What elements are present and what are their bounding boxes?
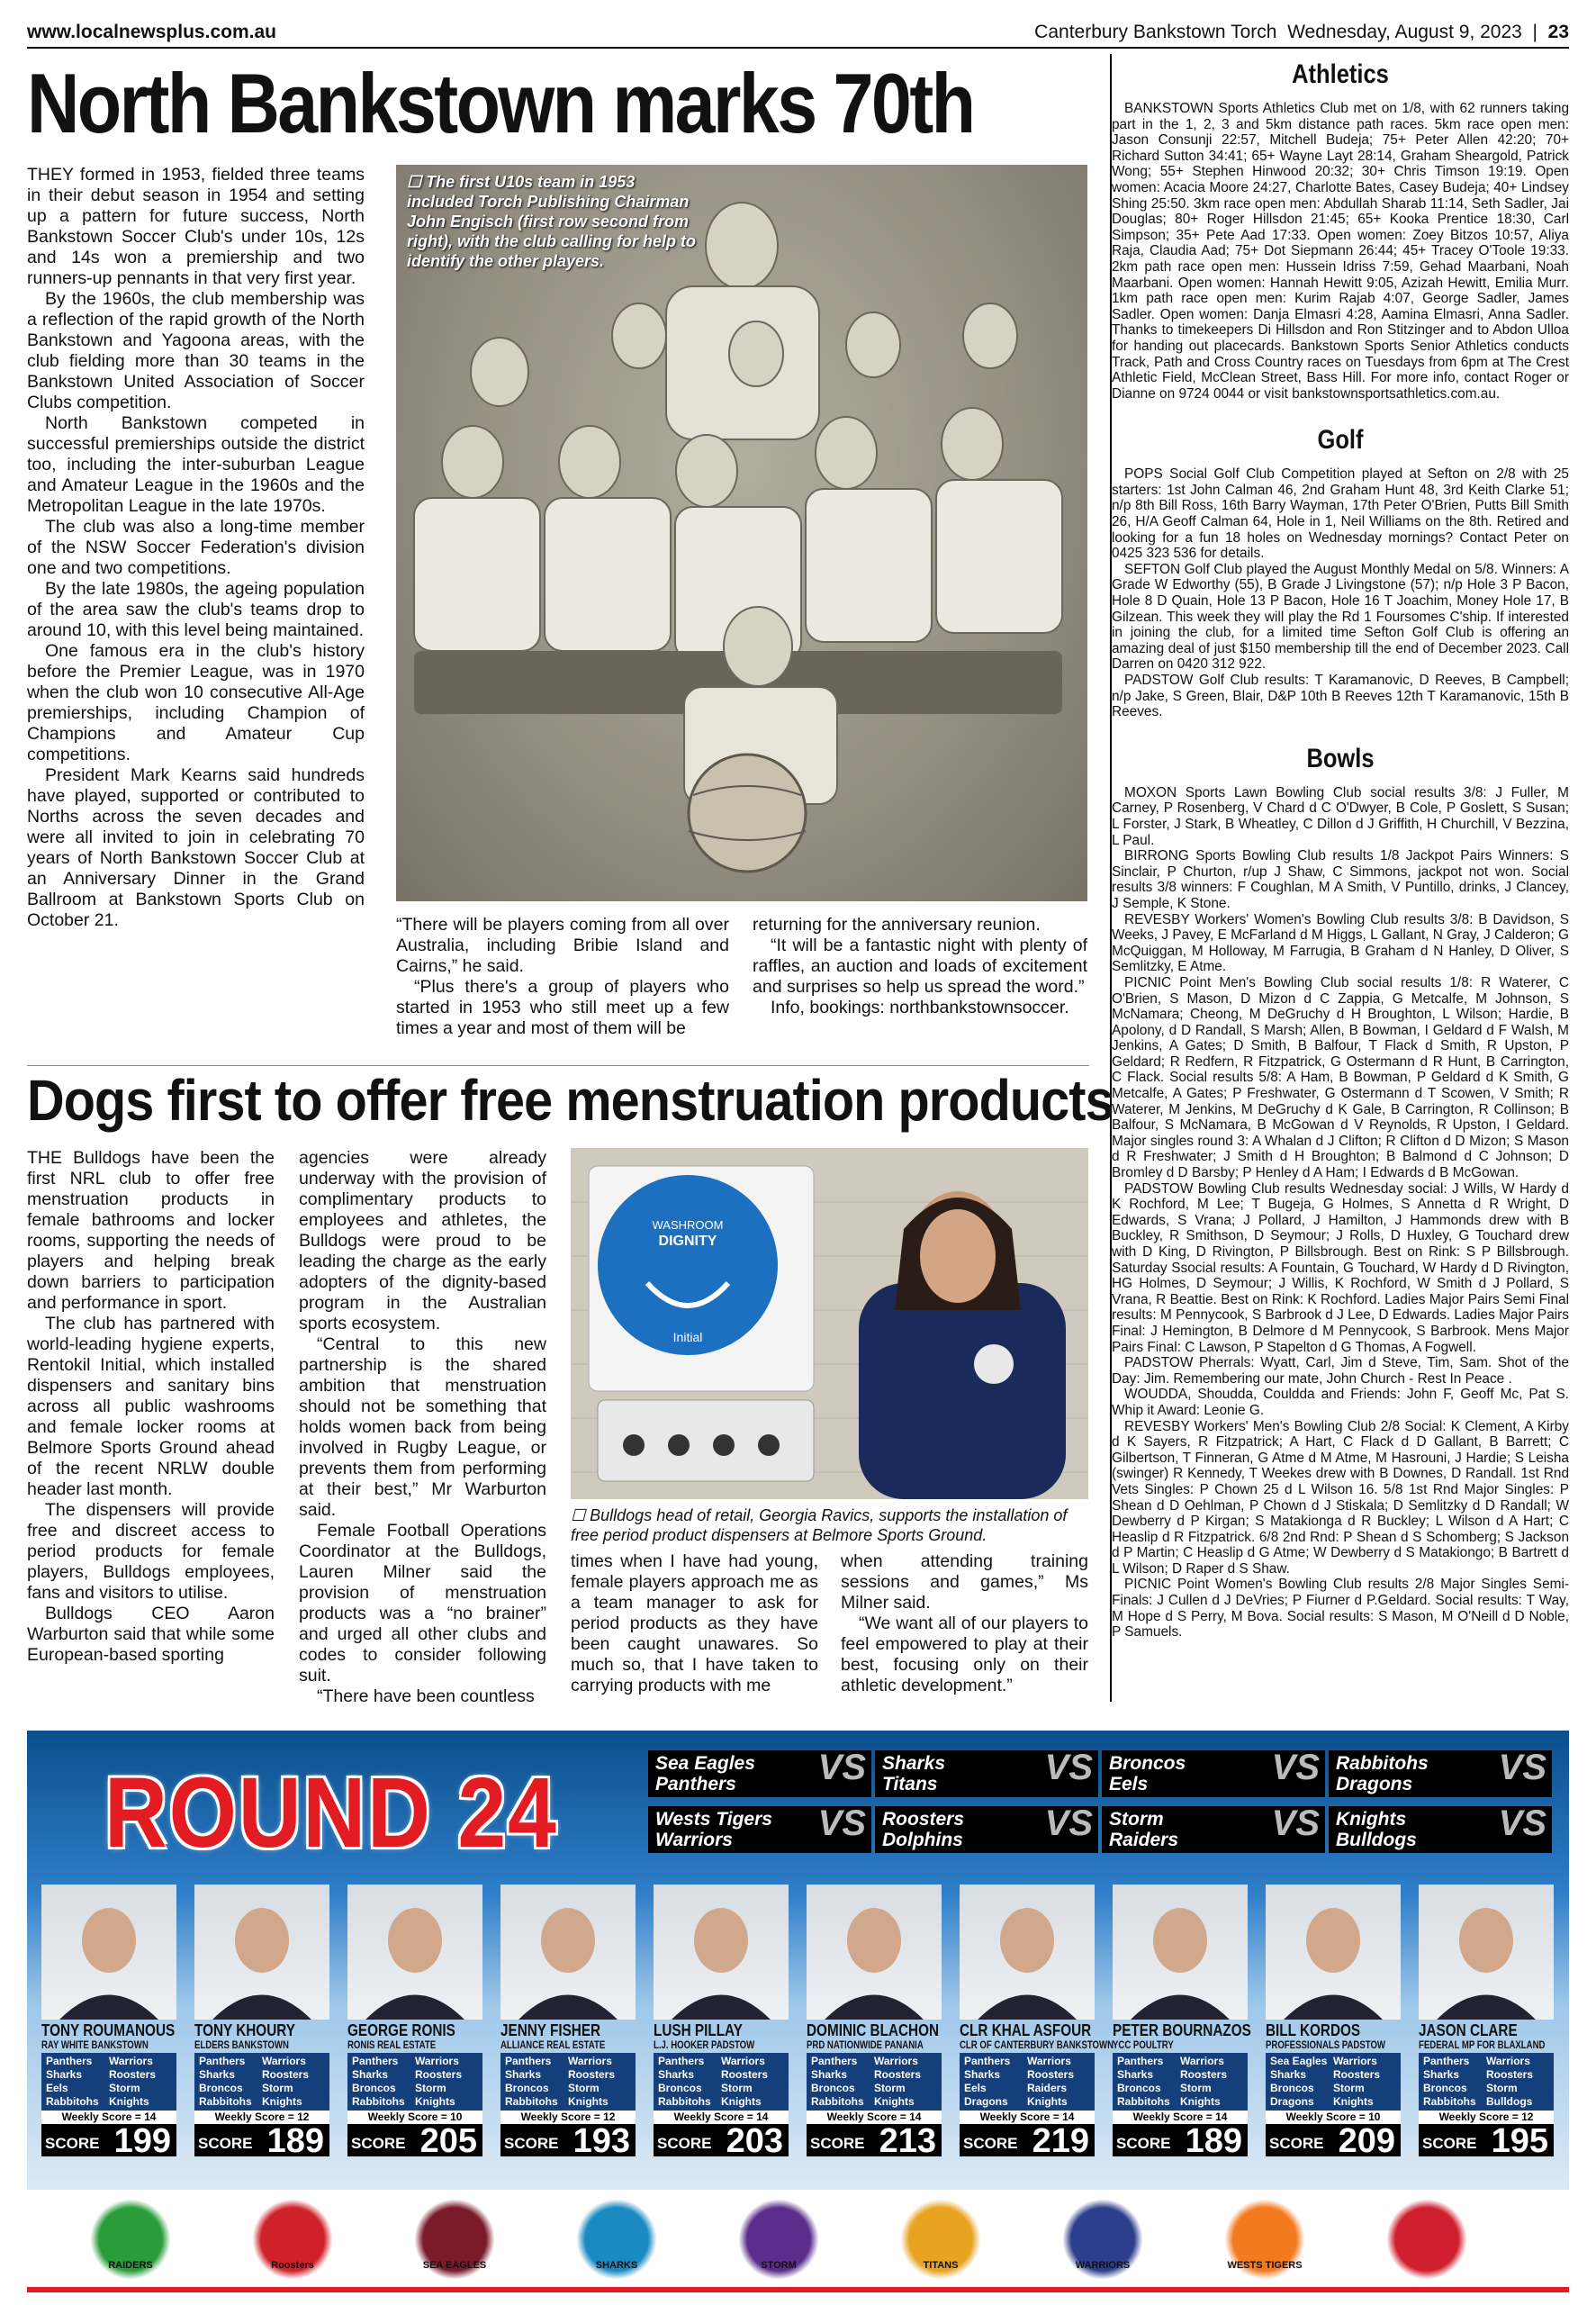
paragraph: SEFTON Golf Club played the August Monthly Medal on 5/8. Winners: A Grade W Edworthy (55), B Grade J Livingstone (57); n/p Hole 3 P Bacon, Hole 8 D Quain, Hole 13 P Bacon, Hole 16 T Joachim, Money Hole 17, B Gilzean. This week they will play the Rd 1 Foursomes C'ship. If interested in joining the club, for a limited time Sefton Golf Club is offering an amazing deal of just $150 membership till the end of December 2023. Call Darren on 0420 312 922. [1112,561,1569,673]
sharks-logo: SHARKS [576,2199,657,2280]
tipper-photo [194,1885,329,2020]
tipper-card [1113,1885,1251,2160]
tipper-company: PRD NATIONWIDE PANANIA [807,2038,924,2051]
match-card [1329,1803,1552,1853]
tipper-photo [807,1885,942,2020]
tip-pick: Knights [1180,2095,1221,2108]
paragraph: MOXON Sports Lawn Bowling Club social results 3/8: J Fuller, M Carney, P Rosenberg, V Chard d C O'Dwyer, B Cole, P Goslett, S Susan; L Forster, J Stark, B Wheatley, C Dillon d J Griffith, H Churchill, V Bezzina, L Paul. [1112,784,1569,848]
away-team: Titans [882,1774,938,1794]
match-card [1102,1750,1325,1797]
team-photo-illustration [396,165,1087,901]
tipper-name: TONY KHOURY [194,2021,295,2039]
tipper-company: ELDERS BANKSTOWN [194,2038,289,2051]
away-team: Warriors [655,1830,733,1850]
tip-pick: Storm [415,2082,446,2094]
tip-pick: Knights [415,2095,455,2108]
paragraph: President Mark Kearns said hundreds have played, supported or contributed to Norths across the seven decades and were all invited to join in celebrating 70 years of North Bankstown Soccer Club at an Anniversary Dinner in the Grand Ballroom at Bankstown Sports Club on October 21. [27,765,365,930]
paragraph: The dispensers will provide free and discreet access to period products for female players, Bulldogs employees, fans and visitors to utilise. [27,1500,275,1603]
tip-pick: Sharks [964,2068,1001,2081]
match-card [648,1803,871,1853]
paragraph: North Bankstown competed in successful premierships outside the district too, including the inter-suburban League and Amateur League in the 1960s and the Metropolitan League in the late 1970s. [27,413,365,516]
article2-col3 [571,1551,818,1696]
tip-pick: Rabbitohs [1423,2095,1476,2108]
tip-pick: Roosters [874,2068,922,2081]
paragraph: “It will be a fantastic night with plenty of raffles, an auction and loads of excitement and surprises so help us spread the word.” [753,936,1087,997]
tipper-name: JENNY FISHER [500,2021,601,2039]
home-team: Broncos [1109,1753,1186,1774]
tipper-picks [1419,2053,1554,2111]
tip-pick: Roosters [568,2068,616,2081]
tipper-name: JASON CLARE [1419,2021,1518,2039]
roosters-logo: Roosters [252,2199,333,2280]
tip-pick: Storm [568,2082,600,2094]
paragraph: agencies were already underway with the provision of complimentary products to employees and athletes, the Bulldogs were proud to be leading the charge as the early adopters of the dignity-based program in the Australian sports ecosystem. [299,1148,546,1333]
vs-label: VS [1271,1803,1320,1843]
tipper-photo [1266,1885,1401,2020]
tip-pick: Panthers [964,2055,1011,2067]
round-title: ROUND 24 [104,1758,558,1868]
tip-pick: Sharks [1117,2068,1154,2081]
match-card [875,1803,1098,1853]
tip-pick: Knights [721,2095,762,2108]
total-score: SCORE 203 [654,2124,789,2156]
total-score: SCORE 219 [960,2124,1095,2156]
tip-pick: Sharks [46,2068,83,2081]
home-team: Roosters [882,1809,965,1830]
tip-pick: Storm [262,2082,293,2094]
match-card [1329,1750,1552,1797]
paragraph: Bulldogs CEO Aaron Warburton said that while some European-based sporting [27,1604,275,1665]
poster-brand: Initial [672,1330,703,1344]
site-url[interactable]: www.localnewsplus.com.au [27,22,276,42]
home-team: Knights [1336,1809,1407,1830]
tipper-name: PETER BOURNAZOS [1113,2021,1251,2039]
tip-pick: Sharks [1423,2068,1460,2081]
tipper-card [960,1885,1114,2160]
home-team: Wests Tigers [655,1809,772,1830]
tip-pick: Roosters [262,2068,310,2081]
tip-pick: Raiders [1027,2082,1068,2094]
bowls-results [1112,785,1569,1641]
paper-info: Canterbury Bankstown Torch Wednesday, August 9, 2023 | 23 [1034,22,1569,42]
paragraph: “There have been countless [317,1686,535,1706]
tipper-picks [41,2053,176,2111]
tip-pick: Knights [1333,2095,1374,2108]
page-header [27,16,1569,49]
total-score: SCORE 195 [1419,2124,1554,2156]
tipper-card [807,1885,942,2160]
tip-pick: Rabbitohs [46,2095,99,2108]
away-team: Bulldogs [1336,1830,1417,1850]
paragraph: when attending training sessions and games,” Ms Milner said. [841,1551,1088,1613]
tipper-name: DOMINIC BLACHON [807,2021,940,2039]
total-score: SCORE 199 [41,2124,176,2156]
tip-pick: Roosters [415,2068,463,2081]
tip-pick: Warriors [262,2055,306,2067]
titans-logo: TITANS [900,2199,981,2280]
paragraph: One famous era in the club's history before the Premier League, was in 1970 when the club won 10 consecutive All-Age premierships, including Champion of Champions and Amateur Cup competitions. [27,641,365,764]
tip-pick: Knights [874,2095,915,2108]
weekly-score: Weekly Score = 10 [1266,2111,1401,2124]
tipper-picks [960,2053,1095,2111]
away-team: Dragons [1336,1774,1413,1794]
away-team: Raiders [1109,1830,1179,1850]
tip-pick: Roosters [721,2068,769,2081]
tip-pick: Panthers [1423,2055,1470,2067]
tip-pick: Rabbitohs [1117,2095,1170,2108]
tip-pick: Warriors [1180,2055,1224,2067]
photo-caption-1: ☐ The first U10s team in 1953 included Torch Publishing Chairman John Engisch (first row second from right), with the club calling for help to identify the other players. [407,173,696,270]
home-team: Sea Eagles [655,1753,755,1774]
total-score: SCORE 193 [500,2124,636,2156]
tipper-company: FEDERAL MP FOR BLAXLAND [1419,2038,1546,2051]
footer-bar [27,2287,1569,2292]
tip-pick: Rabbitohs [505,2095,558,2108]
tipper-name: GEORGE RONIS [347,2021,455,2039]
tip-pick: Warriors [721,2055,765,2067]
tip-pick: Broncos [352,2082,396,2094]
tip-pick: Roosters [1486,2068,1534,2081]
paragraph: PICNIC Point Men's Bowling Club social results 1/8: R Waterer, C O'Brien, S Mason, D Mizon d C Zappia, G Metcalfe, M Johnson, S McNamara; Cheong, M DeGruchy d H Broughton, L Wilson; Hardie, B Apolony, d D Randall, S Marsh; Allen, B Bowman, I Geldard d F Walsh, M Jenkins, A Gates; D Smith, B Balfour, T Flack d Smith, R Upston, P Geldard; R Redfern, R Fitzpatrick, G Ostermann d R Hunt, B Carrington, C Flack. Social results 5/8: A Ham, B Bowman, P Geldard d K Smith, G Metcalfe, A Gates; P Freshwater, G Ostermann d T Scowen, V Smith; R Waterer, M Jenkins, M DeGruchy d K Gale, B Carrington, R Collinson; B Balfour, S McNamara, B McGowan d V Reynolds, R Upston, I Geldard. Major singles round 3: A Whalan d J Clifton; R Clifton d D Mizon; S Mason d R Freshwater; J Smith d H Broughton; B Balmond d C Johnson; D Bromley d D Barsby; P Henley d A Ham; I Edwards d B McGowan. [1112,974,1569,1181]
paragraph: “Central to this new partnership is the shared ambition that menstruation should not be something that holds women back from being involved in Rugby League, or prevents them from performing at their best,” Mr Warburton said. [299,1334,546,1520]
tip-pick: Panthers [352,2055,399,2067]
tipper-company: YCC POULTRY [1113,2038,1174,2051]
vs-label: VS [1498,1748,1546,1787]
wests-tigers-logo: WESTS TIGERS [1224,2199,1305,2280]
paragraph: REVESBY Workers' Women's Bowling Club results 3/8: B Davidson, S Weeks, J Pavey, E McFarland d M Higgs, L Gallant, N Gray, J Calderon; G McQuiggan, M Holloway, M Farrugia, B Graham d N Hanley, D Oliver, S Semlitzky, E Atme. [1112,911,1569,975]
tip-pick: Broncos [505,2082,549,2094]
tip-pick: Storm [109,2082,140,2094]
vs-label: VS [817,1748,866,1787]
tip-pick: Roosters [109,2068,157,2081]
tipper-card [347,1885,482,2160]
tip-pick: Warriors [415,2055,459,2067]
paragraph: PADSTOW Pherrals: Wyatt, Carl, Jim d Steve, Tim, Sam. Shot of the Day: Jim. Remembering our mate, John Church - Rest In Peace . [1112,1355,1569,1387]
headline-north-bankstown: North Bankstown marks 70th [27,56,974,150]
bowls-heading: Bowls [1306,743,1375,773]
tip-pick: Broncos [658,2082,702,2094]
vs-label: VS [817,1803,866,1843]
warriors-logo: WARRIORS [1062,2199,1143,2280]
golf-results [1112,466,1569,720]
tipper-card [500,1885,636,2160]
home-team: Rabbitohs [1336,1753,1429,1774]
tip-pick: Dragons [1270,2095,1314,2108]
tip-pick: Rabbitohs [352,2095,405,2108]
article1-col1 [27,165,365,931]
paragraph: REVESBY Workers' Men's Bowling Club 2/8 Social: K Clement, A Kirby d K Sayers, R Fitzpatrick; A Hart, C Flack d D Gallant, B Barrett; C Gilbertson, T Finneran, G Atme d M Atme, M Hasrouni, J Hardie; S Leisha (swinger) R Kennedy, T Weekes drew with B Downes, D Randall. 1st Rnd Vets Singles: P Chown 25 d L Wilson 16. 5/8 1st Rnd Major Singles: P Shean d D Oehlman, P Chown d J Stiskala; D Semlitzky d D Randall; W Dewberry d P Kirgan; S Matakionga d R Buckley; L Wilson d A Hart; C Heaslip d R Fitzpatrick. 6/8 2nd Rnd: P Shean d S Schomberg; S Jackson d P Martin; C Heaslip d G Atme; W Dewberry d S Matakiongo; B Bartrett d L Wilson; D Raper d S Shaw. [1112,1418,1569,1577]
tip-pick: Knights [568,2095,609,2108]
weekly-score: Weekly Score = 14 [41,2111,176,2124]
total-score: SCORE 213 [807,2124,942,2156]
paragraph: Female Football Operations Coordinator at the Bulldogs, Lauren Milner said the provision of menstruation products was a “no brainer” and urged all other clubs and codes to consider following suit. [299,1521,546,1686]
paragraph: PADSTOW Golf Club results: T Karamanovic, D Reeves, B Campbell; n/p Jake, S Green, Blair, D&P 10th B Reeves 12th T Karamanovic, 15th B Reeves. [1112,673,1569,720]
tip-pick: Knights [262,2095,302,2108]
poster-line2: DIGNITY [658,1234,717,1249]
raiders-logo: RAIDERS [90,2199,171,2280]
weekly-score: Weekly Score = 12 [1419,2111,1554,2124]
team-photo [396,165,1087,901]
tipper-card [41,1885,176,2160]
paragraph: The club has partnered with world-leading hygiene experts, Rentokil Initial, which installed dispensers and sanitary bins across all public washrooms and female locker rooms at Belmore Sports Ground ahead of the recent NRLW double header last month. [27,1314,275,1499]
tip-pick: Storm [1486,2082,1518,2094]
tip-pick: Sea Eagles [1270,2055,1328,2067]
paragraph: times when I have had young, female players approach me as a team manager to ask for period products as they have been caught unawares. So much so, that I have taken to carrying products with me [571,1551,818,1695]
tip-pick: Storm [874,2082,906,2094]
tip-pick: Rabbitohs [199,2095,252,2108]
paragraph: Info, bookings: northbankstownsoccer. [771,998,1069,1017]
paragraph: POPS Social Golf Club Competition played at Sefton on 2/8 with 25 starters: 1st John Calman 46, 2nd Graham Hunt 48, 3rd Keith Clarke 51; n/p 8th Bill Ross, 16th Barry Wayman, 17th Peter O'Brien, Putts Bill Smith 26, H/A Geoff Calman 64, Hole in 1, Neil Williams on the 8th. Retired and looking for a fun 18 holes on Wednesday mornings? Contact Peter on 0425 323 536 for details. [1112,466,1569,562]
tip-pick: Sharks [199,2068,236,2081]
tip-pick: Panthers [811,2055,858,2067]
sidebar-results [1112,59,1569,1641]
golf-heading: Golf [1317,425,1364,456]
match-card [1102,1803,1325,1853]
tip-pick: Warriors [1486,2055,1530,2067]
tip-pick: Warriors [568,2055,612,2067]
weekly-score: Weekly Score = 14 [1113,2111,1248,2124]
tipper-picks [194,2053,329,2111]
tip-pick: Panthers [505,2055,552,2067]
tipper-photo [1419,1885,1554,2020]
tipper-name: TONY ROUMANOUS [41,2021,176,2039]
tipper-photo [347,1885,482,2020]
article-separator [27,1065,1089,1066]
paragraph: By the 1960s, the club membership was a reflection of the rapid growth of the North Bankstown and Yagoona areas, with the club fielding more than 30 teams in the Bankstown United Association of Soccer Clubs competition. [27,289,365,412]
paragraph: WOUDDA, Shoudda, Couldda and Friends: John F, Geoff Mc, Pat S. Whip it Award: Leonie G. [1112,1387,1569,1418]
tip-pick: Dragons [964,2095,1008,2108]
tipper-picks [500,2053,636,2111]
sea-eagles-logo: SEA EAGLES [414,2199,495,2280]
weekly-score: Weekly Score = 10 [347,2111,482,2124]
tip-pick: Roosters [1333,2068,1381,2081]
tip-pick: Warriors [109,2055,153,2067]
tipper-picks [347,2053,482,2111]
tip-pick: Warriors [874,2055,918,2067]
matches-grid [648,1750,1557,1858]
tip-pick: Roosters [1027,2068,1075,2081]
tip-pick: Warriors [1027,2055,1071,2067]
paragraph: “There will be players coming from all over Australia, including Bribie Island and Cairns,” he said. [396,915,729,976]
tipper-picks [807,2053,942,2111]
tipper-picks [1266,2053,1401,2111]
weekly-score: Weekly Score = 14 [654,2111,789,2124]
paragraph: The club was also a long-time member of the NSW Soccer Federation's division one and two competitions. [27,517,365,578]
bulldogs-photo [571,1148,1088,1499]
match-card [875,1750,1098,1797]
poster-line1: WASHROOM [652,1218,724,1232]
tipper-photo [960,1885,1095,2020]
tipper-card [1266,1885,1401,2160]
tipper-photo [654,1885,789,2020]
article1-col2 [396,915,729,1039]
paragraph: BIRRONG Sports Bowling Club results 1/8 Jackpot Pairs Winners: S Sinclair, P Churton, r/up J Shaw, C Simmons, jackpot not won. Social results 3/8 winners: F Coughlan, M A Smith, V Puntillo, drinks, J Clancey, J Semple, K Stone. [1112,848,1569,911]
paragraph: PADSTOW Bowling Club results Wednesday social: J Wills, W Hardy d K Rochford, M Lee; T Bugeja, G Holmes, S Annetta d R Wright, D Edwards, S Vrana; J Pollard, J Hamilton, J Hammonds drew with B Buckley, R Smithson, D Seymour; J Rolls, D Huxley, G Touchard drew with D King, D Rivington, P Billsbrough. Best on Rink: S P Billsbrough. Saturday Ssocial results: A Fountain, G Touchard, W Hardy d D Rivington, HG Holmes, D Seymour; J Willis, K Rochford, W Smith d J Pollard, S Vrana, R Beattie. Best on Rink: K Rochford. Ladies Major Pairs Semi Final results: M Pennycook, S Barbrook d J Lee, D Edwards. Ladies Major Pairs Final: J Hemington, B Delmore d M Pennycook, S Barbrook. Mens Major Pairs Final: C Lawson, P Stapelton d G Thomas, A Fogwell. [1112,1180,1569,1355]
total-score: SCORE 205 [347,2124,482,2156]
tip-pick: Broncos [811,2082,855,2094]
vs-label: VS [1044,1748,1093,1787]
weekly-score: Weekly Score = 14 [960,2111,1095,2124]
headline-dogs: Dogs first to offer free menstruation products [27,1068,1114,1133]
vs-label: VS [1271,1748,1320,1787]
storm-logo: STORM [738,2199,819,2280]
tip-pick: Storm [1180,2082,1212,2094]
home-team: Storm [1109,1809,1164,1830]
athletics-heading: Athletics [1292,59,1389,89]
tip-pick: Rabbitohs [811,2095,864,2108]
tip-pick: Sharks [658,2068,695,2081]
match-card [648,1750,871,1797]
tipper-photo [500,1885,636,2020]
paragraph: “Plus there's a group of players who started in 1953 who still meet up a few times a year and most of them will be [396,977,729,1038]
paragraph: THEY formed in 1953, fielded three teams in their debut season in 1954 and setting up a pattern for future success, North Bankstown Soccer Club's under 10s, 12s and 14s won a premiership and two runners-up pennants in that very first year. [27,165,365,288]
weekly-score: Weekly Score = 12 [194,2111,329,2124]
tip-pick: Eels [46,2082,68,2094]
total-score: SCORE 209 [1266,2124,1401,2156]
tip-pick: Sharks [505,2068,542,2081]
athletics-results [1112,101,1569,402]
tip-pick: Panthers [658,2055,705,2067]
tip-pick: Panthers [199,2055,246,2067]
tipper-picks [1113,2053,1248,2111]
away-team: Dolphins [882,1830,963,1850]
tipper-card [654,1885,789,2160]
tipper-name: CLR KHAL ASFOUR [960,2021,1092,2039]
paragraph: “We want all of our players to feel empowered to play at their best, focusing only on their athletic development.” [841,1614,1088,1695]
photo-caption-2: ☐ Bulldogs head of retail, Georgia Ravics, supports the installation of free period product dispensers at Belmore Sports Ground. [571,1506,1068,1544]
bulldogs-photo-illustration [571,1148,1088,1499]
tip-pick: Broncos [1423,2082,1467,2094]
tipper-photo [1113,1885,1248,2020]
tip-pick: Warriors [1333,2055,1377,2067]
tipper-photo [41,1885,176,2020]
tip-pick: Panthers [46,2055,93,2067]
dolphins-logo [1386,2199,1467,2280]
tip-pick: Broncos [1270,2082,1314,2094]
weekly-score: Weekly Score = 14 [807,2111,942,2124]
tip-pick: Rabbitohs [658,2095,711,2108]
total-score: SCORE 189 [194,2124,329,2156]
tip-pick: Storm [721,2082,753,2094]
away-team: Panthers [655,1774,736,1794]
article2-col4 [841,1551,1088,1696]
paragraph: By the late 1980s, the ageing population of the area saw the club's teams drop to around 10, with this level being maintained. [27,579,365,640]
tipper-name: LUSH PILLAY [654,2021,743,2039]
tipper-company: L.J. HOOKER PADSTOW [654,2038,755,2051]
article2-col2 [299,1148,546,1707]
tip-pick: Broncos [199,2082,243,2094]
tip-pick: Eels [964,2082,987,2094]
vs-label: VS [1044,1803,1093,1843]
away-team: Eels [1109,1774,1149,1794]
tip-pick: Sharks [352,2068,389,2081]
article1-col3 [753,915,1087,1018]
tip-pick: Bulldogs [1486,2095,1533,2108]
tip-pick: Panthers [1117,2055,1164,2067]
tipper-company: CLR OF CANTERBURY BANKSTOWN [960,2038,1114,2051]
tip-pick: Broncos [1117,2082,1161,2094]
tip-pick: Sharks [1270,2068,1307,2081]
tip-pick: Sharks [811,2068,848,2081]
tipper-company: RONIS REAL ESTATE [347,2038,437,2051]
tipper-company: PROFESSIONALS PADSTOW [1266,2038,1385,2051]
tip-pick: Storm [1333,2082,1365,2094]
paragraph: THE Bulldogs have been the first NRL club to offer free menstruation products in female bathrooms and locker rooms, supporting the needs of players and helping break down barriers to participation and performance in sport. [27,1148,275,1313]
weekly-score: Weekly Score = 12 [500,2111,636,2124]
tip-pick: Knights [1027,2095,1068,2108]
total-score: SCORE 189 [1113,2124,1248,2156]
tipper-card [1419,1885,1554,2160]
tipper-name: BILL KORDOS [1266,2021,1361,2039]
tipper-company: ALLIANCE REAL ESTATE [500,2038,606,2051]
paragraph: returning for the anniversary reunion. [753,915,1041,935]
tip-pick: Roosters [1180,2068,1228,2081]
article2-col1 [27,1148,275,1666]
home-team: Sharks [882,1753,946,1774]
tipper-card [194,1885,329,2160]
paragraph: PICNIC Point Women's Bowling Club results 2/8 Major Singles Semi-Finals: J Cullen d J DeVries; P Fiurner d P.Geldard. Social results: T Way, M Hope d S Perry, M Bova. Social results: S Mason, M O'Neill d D Noble, P Samuels. [1112,1577,1569,1641]
tipper-picks [654,2053,789,2111]
paragraph: BANKSTOWN Sports Athletics Club met on 1/8, with 62 runners taking part in the 1, 2, 3 and 5km distance path races. 5km race open men: Jason Consunji 22:57, Mitchell Budeja; 75+ Peter Allen 42:20; 70+ Richard Sutton 34:41; 65+ Wayne Layt 28:14, Graham Sheargold, Patrick Wong; 55+ Stephen Hinwood 20:32; 30+ Chris Timson 19:19. Open women: Acacia Moore 24:27, Charlotte Bates, Casey Budeja; 40+ Lindsey Shing 25:50. 3km race open men: Abdullah Sharab 11:14, Seth Sadler, Jai Douglas; 80+ Roger Hillsdon 21:45; 65+ Kooka Prentice 18:30, Carl Simpson; 35+ Pete Aad 17:33. Open women: Zoey Bitzos 10:57, Aliya Raja, Claudia Aad; 75+ Dot Siepmann 26:44; 45+ Tracey O'Toole 19:33. 2km path race open men: Hussein Idriss 7:59, Gehad Maarbani, Noah Maarbani. Open women: Hannah Hewitt 9:05, Azizah Hewitt, Emilia Murr. 1km path race open men: Kurim Rajab 4:07, George Sadler, James Sadler. Open women: Danja Elmasri 4:28, Aamina Elmasri, Anna Sadler. Thanks to timekeepers Di Hillsdon and Ron Stitzinger and to Abdon Ulloa for handing out placecards. Bankstown Sports Senior Athletics conducts Track, Path and Cross Country races on Tuesdays from 6pm at The Crest Athletic Field, McClean Street, Bass Hill. For more info, contact Roger or Dianne on 9724 0044 or visit bankstownsportsathletics.com.au. [1112,101,1569,402]
tipper-company: RAY WHITE BANKSTOWN [41,2038,149,2051]
tip-pick: Knights [109,2095,149,2108]
vs-label: VS [1498,1803,1546,1843]
